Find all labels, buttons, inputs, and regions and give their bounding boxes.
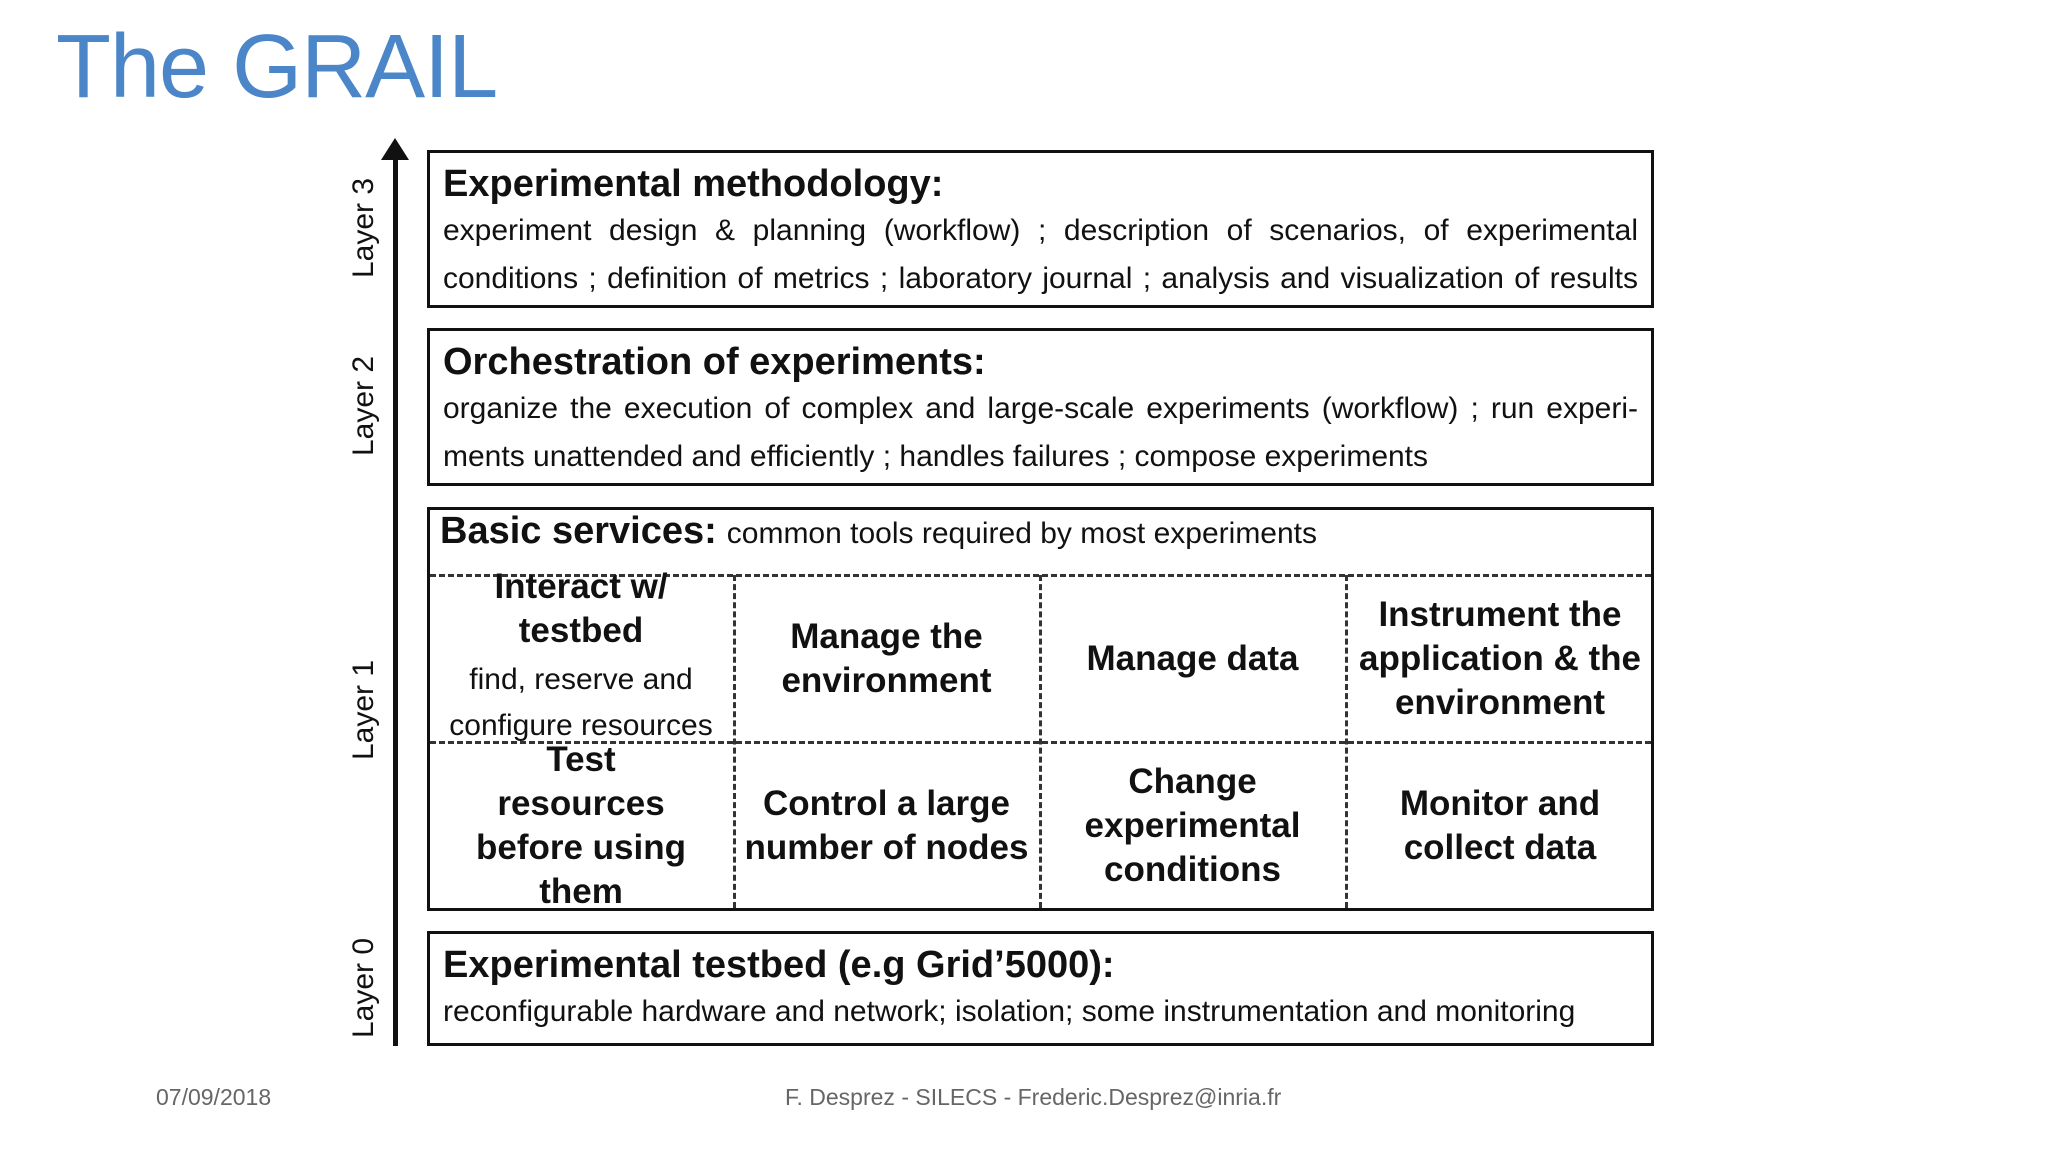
footer-author: F. Desprez - SILECS - Frederic.Desprez@inria.fr — [785, 1084, 1282, 1110]
axis-arrowhead — [381, 138, 409, 160]
layer-3-box — [427, 150, 1654, 308]
layer-0-title: Experimental testbed (e.g Grid’5000): — [443, 944, 1115, 986]
cell-title: Manage the environment — [781, 617, 992, 700]
cell-manage-environment — [736, 577, 1037, 741]
layer-3-label: Layer 3 — [347, 177, 380, 279]
cell-test-resources — [430, 740, 732, 911]
layer-2-box — [427, 328, 1654, 486]
layer-0-line-1: reconfigurable hardware and network; isolation; some instrumentation and monitoring — [443, 995, 1576, 1028]
cell-manage-data — [1042, 577, 1343, 741]
layer-1-title: Basic services: — [440, 510, 717, 552]
cell-interact-testbed — [430, 567, 732, 742]
cell-title: Manage data — [1086, 639, 1299, 678]
cell-instrument — [1348, 577, 1652, 741]
layer-2-line-1: organize the execution of complex and large-scale experiments (workflow) ; run experi- — [443, 392, 1638, 425]
cell-control-nodes — [736, 744, 1037, 908]
cell-title: Test resources before using them — [475, 740, 687, 911]
cell-title: Control a large number of nodes — [744, 784, 1029, 867]
cell-title: Instrument the application & the environment — [1359, 595, 1641, 722]
layer-2-line-2: ments unattended and efficiently ; handles failures ; compose experiments — [443, 440, 1429, 473]
cell-change-conditions — [1042, 744, 1343, 908]
layer-3-title: Experimental methodology: — [443, 163, 944, 205]
layer-1-header — [440, 510, 1317, 553]
layer-3-line-1: experiment design & planning (workflow) ; description of scenarios, of experimental — [443, 214, 1638, 247]
cell-title: Monitor and collect data — [1399, 784, 1601, 867]
layer-0-label: Layer 0 — [347, 937, 380, 1039]
layer-axis — [393, 150, 398, 1046]
cell-monitor-collect — [1348, 744, 1652, 908]
layer-0-box — [427, 931, 1654, 1046]
layer-1-subtitle: common tools required by most experiments — [726, 517, 1318, 550]
layer-1-label: Layer 1 — [347, 659, 380, 761]
slide-title: The GRAIL — [56, 17, 498, 117]
layer-2-label: Layer 2 — [347, 355, 380, 457]
cell-desc: find, reserve and configure resources — [449, 663, 713, 742]
footer-date: 07/09/2018 — [156, 1084, 272, 1110]
layer-3-line-2: conditions ; definition of metrics ; laboratory journal ; analysis and visualization of results — [443, 262, 1638, 295]
cell-title: Change experimental conditions — [1084, 762, 1301, 889]
cell-title: Interact w/ testbed — [494, 567, 668, 650]
layer-2-title: Orchestration of experiments: — [443, 341, 986, 383]
